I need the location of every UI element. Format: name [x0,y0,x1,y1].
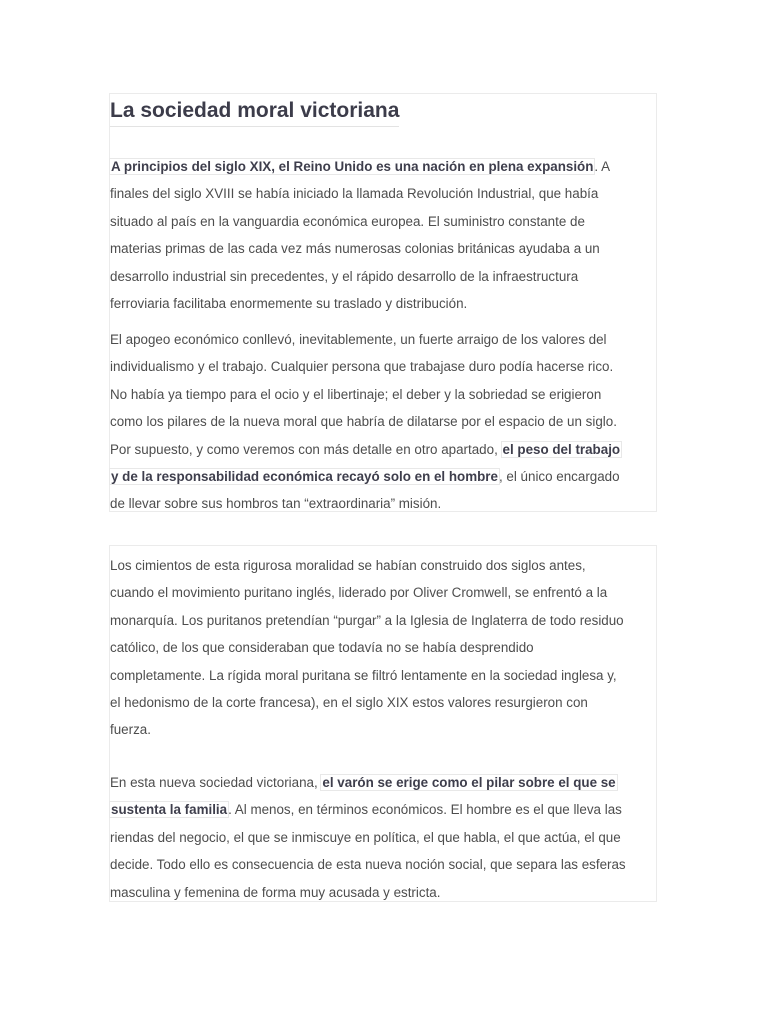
paragraph-2-line [110,436,658,463]
paragraph-1-line: ferroviaria facilitaba enormemente su traslado y distribución. [110,295,468,311]
paragraph-2-line: No había ya tiempo para el ocio y el libertinaje; el deber y la sobriedad se erigieron [110,386,602,402]
paragraph-3 [110,552,658,744]
text-run: . A [594,159,611,174]
highlighted-phrase: A principios del siglo XIX, el Reino Unido es una nación en plena expansión [111,159,594,174]
paragraph-2-line: de llevar sobre sus hombros tan “extraordinaria” misión. [110,496,442,512]
paragraph-1-line: situado al país en la vanguardia económica europea. El suministro constante de [110,213,585,229]
paragraph-1-line: materias primas de las cada vez más numerosas colonias británicas ayudaba a un [110,241,600,257]
paragraph-4-line [110,769,658,796]
paragraph-4-line: riendas del negocio, el que se inmiscuye en política, el que habla, el que actúa, el que [110,829,621,845]
paragraph-3-line: fuerza. [110,722,151,738]
paragraph-3-line: cuando el movimiento puritano inglés, liderado por Oliver Cromwell, se enfrentó a la [110,585,608,601]
paragraph-1 [110,153,658,317]
text-run: Por supuesto, y como veremos con más detalle en otro apartado, [110,441,502,457]
paragraph-3-line: Los cimientos de esta rigurosa moralidad se habían construido dos siglos antes, [110,558,586,573]
article-section-1 [109,93,657,512]
highlighted-phrase: el varón se erige como el pilar sobre el que se [322,775,616,790]
highlighted-phrase: y de la responsabilidad económica recayó solo en el hombre [111,468,498,484]
paragraph-4 [110,769,658,906]
paragraph-3-line: monarquía. Los puritanos pretendían “purgar” a la Iglesia de Inglaterra de todo residuo [110,612,624,628]
text-run: . Al menos, en términos económicos. El hombre es el que lleva las [228,802,622,818]
paragraph-2-line: El apogeo económico conllevó, inevitablemente, un fuerte arraigo de los valores del [110,332,607,347]
paragraph-3-line: completamente. La rígida moral puritana se filtró lentamente en la sociedad inglesa y, [110,667,617,683]
paragraph-4-line: decide. Todo ello es consecuencia de esta nueva noción social, que separa las esferas [110,857,626,873]
article-title: La sociedad moral victoriana [110,96,399,127]
paragraph-3-line: católico, de los que consideraban que todavía no se había desprendido [110,640,534,656]
paragraph-1-line [110,153,658,180]
text-run: , el único encargado [498,468,620,484]
paragraph-2-line: como los pilares de la nueva moral que habría de dilatarse por el espacio de un siglo. [110,414,617,430]
paragraph-3-line: el hedonismo de la corte francesa), en el siglo XIX estos valores resurgieron con [110,694,588,710]
text-run: En esta nueva sociedad victoriana, [110,775,322,790]
paragraph-2 [110,326,658,518]
paragraph-1-line: desarrollo industrial sin precedentes, y el rápido desarrollo de la infraestructura [110,268,579,284]
highlighted-phrase: sustenta la familia [111,802,228,818]
paragraph-1-line: finales del siglo XVIII se había iniciado la llamada Revolución Industrial, que había [110,186,599,202]
paragraph-2-line: individualismo y el trabajo. Cualquier persona que trabajase duro podía hacerse rico. [110,359,614,375]
paragraph-4-line: masculina y femenina de forma muy acusada y estricta. [110,884,441,900]
paragraph-2-line [110,463,658,490]
article-section-2 [109,545,657,902]
paragraph-4-line [110,796,658,823]
highlighted-phrase: el peso del trabajo [502,441,621,457]
